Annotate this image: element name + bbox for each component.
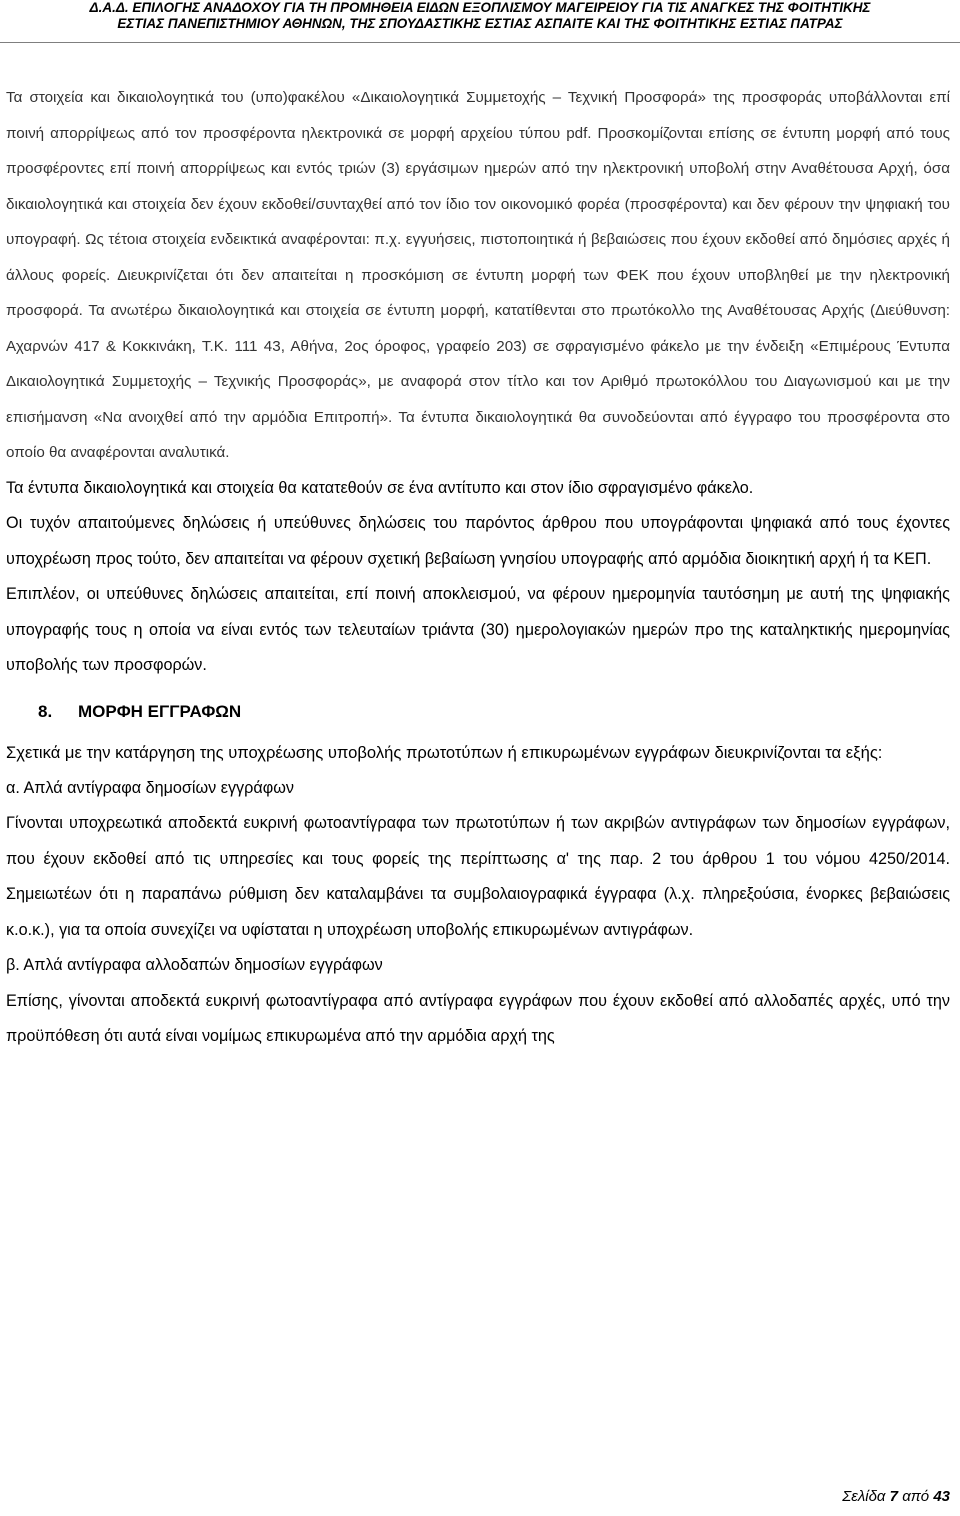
page-number-footer (842, 1488, 950, 1505)
page-label: Σελίδα (842, 1488, 886, 1505)
paragraph-submission-pdf: Τα στοιχεία και δικαιολογητικά του (υπο)φακέλου «Δικαιολογητικά Συμμετοχής – Τεχνική Προσφορά» της προσφοράς υποβάλλονται επί ποινή απορρίψεως από τον προσφέροντα ηλεκτρονικά σε μορφή αρχείου τύπου pdf. Προσκομίζονται επίσης σε έντυπη μορφή από τους προσφέροντες επί ποινή απορρίψεως και εντός τριών (3) εργάσιμων ημερών από την ηλεκτρονική υποβολή στην Αναθέτουσα Αρχή, όσα δικαιολογητικά και στοιχεία δεν έχουν εκδοθεί/συνταχθεί από τον ίδιο τον οικονομικό φορέα (προσφέροντα) και δεν φέρουν την ψηφιακή του υπογραφή. Ως τέτοια στοιχεία ενδεικτικά αναφέρονται: π.χ. εγγυήσεις, πιστοποιητικά ή βεβαιώσεις που έχουν εκδοθεί από δημόσιες αρχές ή άλλους φορείς. Διευκρινίζεται ότι δεν απαιτείται η προσκόμιση σε έντυπη μορφή των ΦΕΚ που έχουν υποβληθεί με την ηλεκτρονική προσφορά. Τα ανωτέρω δικαιολογητικά και στοιχεία σε έντυπη μορφή, κατατίθενται στο πρωτόκολλο της Αναθέτουσας Αρχής (Διεύθυνση: Αχαρνών 417 & Κοκκινάκη, Τ.Κ. 111 43, Αθήνα, 2ος όροφος, γραφείο 203) σε σφραγισμένο φάκελο με την ένδειξη «Επιμέρους Έντυπα Δικαιολογητικά Συμμετοχής – Τεχνικής Προσφοράς», με αναφορά στον τίτλο και τον Αριθμό πρωτοκόλλου του Διαγωνισμού και με την επισήμανση «Να ανοιχθεί από την αρμόδια Επιτροπή». Τα έντυπα δικαιολογητικά θα συνοδεύονται από έγγραφο του προσφέροντα στο οποίο θα αναφέρονται αναλυτικά. (6, 89, 950, 461)
section-title: ΜΟΡΦΗ ΕΓΓΡΑΦΩΝ (78, 701, 242, 721)
paragraph-printed-copies: Τα έντυπα δικαιολογητικά και στοιχεία θα κατατεθούν σε ένα αντίτυπο και στον ίδιο σφραγισμένο φάκελο. (6, 478, 754, 497)
header-divider (0, 42, 960, 43)
section-heading (38, 694, 950, 730)
paragraph-declaration-dates: Επιπλέον, οι υπεύθυνες δηλώσεις απαιτείται, επί ποινή αποκλεισμού, να φέρουν ημερομηνία ταυτόσημη με αυτή της ψηφιακής υπογραφής τους η οποία να είναι εντός των τελευταίων τριάντα (30) ημερολογιακών ημερών προ της καταληκτικής ημερομηνίας υποβολής των προσφορών. (6, 585, 950, 674)
paragraph-foreign-documents: Επίσης, γίνονται αποδεκτά ευκρινή φωτοαντίγραφα από αντίγραφα εγγράφων που έχουν εκδοθεί από αλλοδαπές αρχές, υπό την προϋπόθεση ότι αυτά είναι νομίμως επικυρωμένα από την αρμόδια αρχή της (6, 991, 950, 1045)
header-line-1: Δ.Α.Δ. ΕΠΙΛΟΓΗΣ ΑΝΑΔΟΧΟΥ ΓΙΑ ΤΗ ΠΡΟΜΗΘΕΙΑ ΕΙΔΩΝ ΕΞΟΠΛΙΣΜΟΥ ΜΑΓΕΙΡΕΙΟΥ ΓΙΑ ΤΙΣ ΑΝΑΓΚΕΣ ΤΗΣ ΦΟΙΤΗΤΙΚΗΣ (89, 0, 871, 15)
header-line-2: ΕΣΤΙΑΣ ΠΑΝΕΠΙΣΤΗΜΙΟΥ ΑΘΗΝΩΝ, ΤΗΣ ΣΠΟΥΔΑΣΤΙΚΗΣ ΕΣΤΙΑΣ ΑΣΠΑΙΤΕ ΚΑΙ ΤΗΣ ΦΟΙΤΗΤΙΚΗΣ ΕΣΤΙΑΣ ΠΑΤΡΑΣ (117, 16, 843, 31)
document-header (0, 0, 960, 40)
page-of-label: από (902, 1488, 930, 1505)
section-number: 8. (38, 701, 53, 721)
subheading-b: β. Απλά αντίγραφα αλλοδαπών δημοσίων εγγράφων (6, 956, 383, 974)
total-pages: 43 (933, 1488, 950, 1505)
current-page: 7 (889, 1488, 899, 1505)
paragraph-public-documents: Γίνονται υποχρεωτικά αποδεκτά ευκρινή φωτοαντίγραφα των πρωτοτύπων ή των ακριβών αντιγράφων των δημοσίων εγγράφων, που έχουν εκδοθεί από τις υπηρεσίες και τους φορείς της περίπτωσης α' της παρ. 2 του άρθρου 1 του νόμου 4250/2014. Σημειωτέων ότι η παραπάνω ρύθμιση δεν καταλαμβάνει τα συμβολαιογραφικά έγγραφα (λ.χ. πληρεξούσια, ένορκες βεβαιώσεις κ.ο.κ.), για τα οποία συνεχίζει να υφίσταται η υποχρέωση υποβολής επικυρωμένων αντιγράφων. (6, 814, 950, 939)
subheading-a: α. Απλά αντίγραφα δημοσίων εγγράφων (6, 778, 294, 797)
paragraph-document-form-intro: Σχετικά με την κατάργηση της υποχρέωσης υποβολής πρωτοτύπων ή επικυρωμένων εγγράφων διευκρινίζονται τα εξής: (6, 743, 883, 762)
page-body (6, 80, 950, 1055)
paragraph-digital-signature: Οι τυχόν απαιτούμενες δηλώσεις ή υπεύθυνες δηλώσεις του παρόντος άρθρου που υπογράφονται ψηφιακά από τους έχοντες υποχρέωση προς τούτο, δεν απαιτείται να φέρουν σχετική βεβαίωση γνησίου υπογραφής από αρμόδια διοικητική αρχή ή τα ΚΕΠ. (6, 514, 950, 568)
